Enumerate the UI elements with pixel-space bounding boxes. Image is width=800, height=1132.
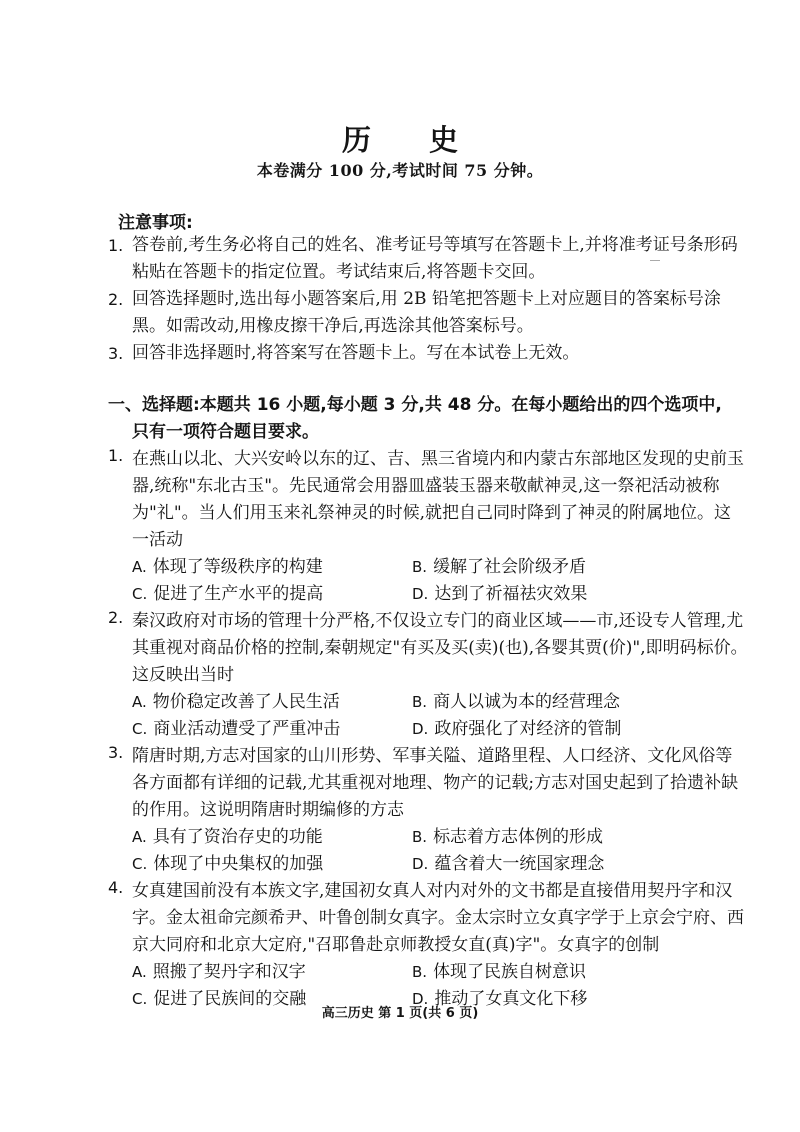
notice-item: [108, 286, 748, 340]
question-number: 1.: [108, 446, 124, 465]
notice-number: 2.: [108, 290, 124, 309]
option-grid: [132, 824, 748, 878]
question-stem: 女真建国前没有本族文字,建国初女真人对内对外的文书都是直接借用契丹字和汉字。金太祖命完颜希尹、叶鲁创制女真字。金太宗时立女真字学于上京会宁府、西京大同府和北京大定府,"召耶鲁赴京师教授女直(真)字"。女真字的创制: [132, 881, 744, 955]
section-heading-line2: 只有一项符合题目要求。: [132, 422, 319, 442]
notice-number: 3.: [108, 344, 124, 363]
option-c: C. 商业活动遭受了严重冲击: [132, 719, 341, 739]
option-d: D. 达到了祈福祛灾效果: [412, 584, 588, 604]
option-a: A. 照搬了契丹字和汉字: [132, 962, 306, 982]
option-grid: [132, 689, 748, 743]
notice-heading: 注意事项:: [118, 213, 193, 233]
question-number: 4.: [108, 878, 124, 897]
notice-item: [108, 340, 748, 367]
option-c: C. 促进了生产水平的提高: [132, 584, 324, 604]
section-heading-line1: 一、选择题:本题共 16 小题,每小题 3 分,共 48 分。在每小题给出的四个选项中,: [108, 395, 722, 415]
option-d: D. 政府强化了对经济的管制: [412, 719, 622, 739]
notice-text: 回答选择题时,选出每小题答案后,用 2B 铅笔把答题卡上对应题目的答案标号涂黑。如需改动,用橡皮擦干净后,再选涂其他答案标号。: [132, 289, 721, 336]
scan-mark: [650, 260, 660, 261]
option-a: A. 体现了等级秩序的构建: [132, 557, 323, 577]
question-3: [108, 743, 748, 878]
question-stem: 隋唐时期,方志对国家的山川形势、军事关隘、道路里程、人口经济、文化风俗等各方面都有详细的记载,尤其重视对地理、物产的记载;方志对国史起到了拾遗补缺的作用。这说明隋唐时期编修的方志: [132, 746, 739, 820]
option-a: A. 物价稳定改善了人民生活: [132, 692, 340, 712]
page-footer: 高三历史 第 1 页(共 6 页): [321, 1006, 479, 1021]
option-a: A. 具有了资治存史的功能: [132, 827, 323, 847]
option-d: D. 推动了女真文化下移: [412, 989, 588, 1009]
question-4: [108, 878, 748, 1013]
section-heading: [108, 392, 748, 446]
notice-list: [108, 232, 748, 367]
page-title: 历 史: [341, 123, 483, 157]
exam-info: 本卷满分 100 分,考试时间 75 分钟。: [256, 161, 544, 180]
option-d: D. 蕴含着大一统国家理念: [412, 854, 605, 874]
notice-text: 回答非选择题时,将答案写在答题卡上。写在本试卷上无效。: [132, 343, 580, 363]
question-number: 3.: [108, 743, 124, 762]
question-1: [108, 446, 748, 608]
question-2: [108, 608, 748, 743]
notice-text: 答卷前,考生务必将自己的姓名、准考证号等填写在答题卡上,并将准考证号条形码粘贴在答题卡的指定位置。考试结束后,将答题卡交回。: [132, 235, 738, 282]
question-number: 2.: [108, 608, 124, 627]
option-b: B. 标志着方志体例的形成: [412, 827, 604, 847]
question-stem: 秦汉政府对市场的管理十分严格,不仅设立专门的商业区域——市,还设专人管理,尤其重视对商品价格的控制,秦朝规定"有买及买(卖)(也),各婴其贾(价)",即明码标价。这反映出当时: [132, 611, 748, 685]
option-b: B. 体现了民族自树意识: [412, 962, 587, 982]
option-b: B. 商人以诚为本的经营理念: [412, 692, 621, 712]
question-list: [108, 446, 748, 1013]
question-stem: 在燕山以北、大兴安岭以东的辽、吉、黑三省境内和内蒙古东部地区发现的史前玉器,统称"东北古玉"。先民通常会用器皿盛装玉器来敬献神灵,这一祭祀活动被称为"礼"。当人们用玉来礼祭神灵的时候,就把自己同时降到了神灵的附属地位。这一活动: [132, 449, 744, 550]
option-grid: [132, 554, 748, 608]
notice-item: [108, 232, 748, 286]
option-c: C. 体现了中央集权的加强: [132, 854, 324, 874]
notice-number: 1.: [108, 236, 124, 255]
option-c: C. 促进了民族间的交融: [132, 989, 307, 1009]
option-b: B. 缓解了社会阶级矛盾: [412, 557, 587, 577]
